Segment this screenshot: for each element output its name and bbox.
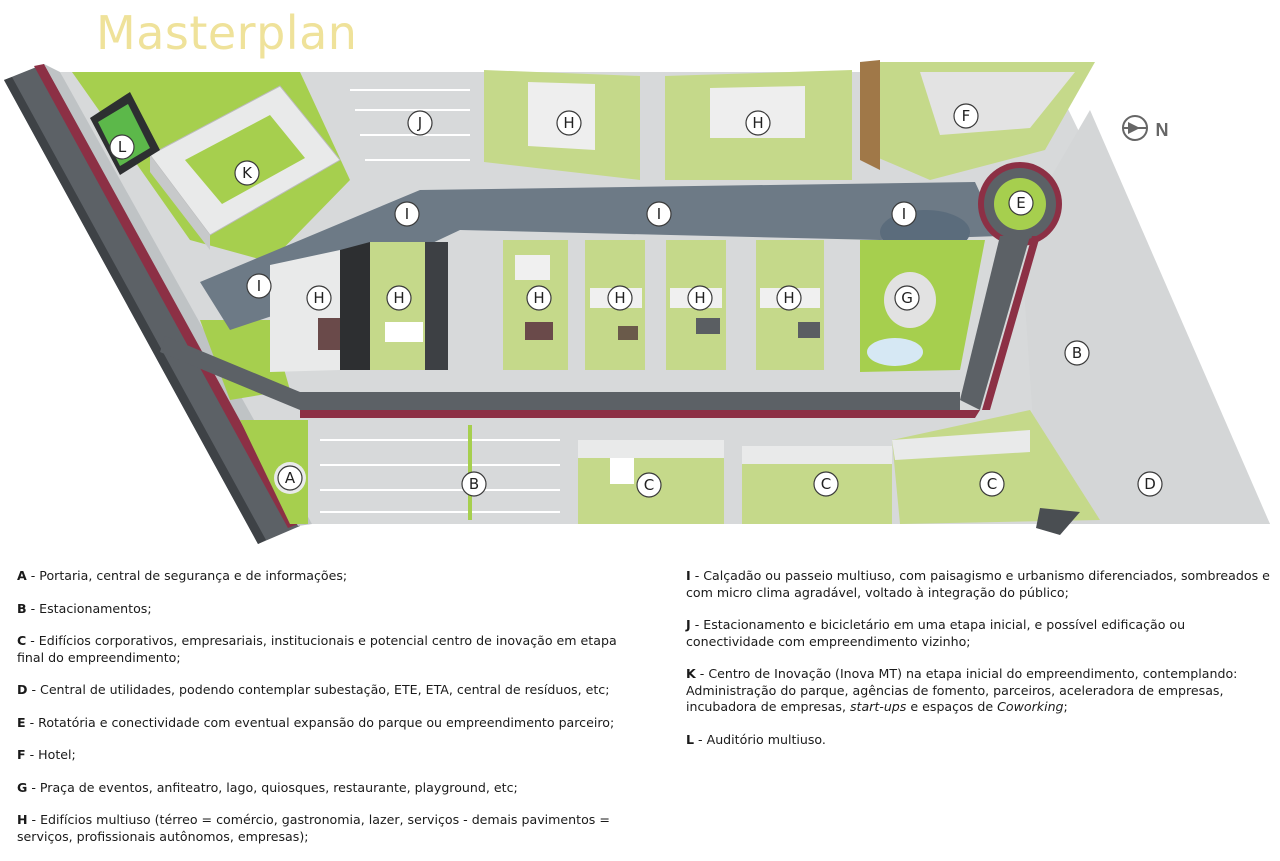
- svg-text:J: J: [417, 114, 423, 132]
- legend-item-a: A - Portaria, central de segurança e de informações;: [17, 568, 348, 583]
- legend-item-i: I - Calçadão ou passeio multiuso, com paisagismo e urbanismo diferenciados, sombreados e com micro clima agradável, voltado à integração do público;: [686, 568, 1270, 600]
- marker-c-2: [814, 472, 838, 496]
- svg-text:H: H: [313, 289, 325, 307]
- marker-h-6: [777, 286, 801, 310]
- north-label: N: [1155, 120, 1169, 140]
- legend-left: [17, 568, 627, 861]
- legend-item-e: E - Rotatória e conectividade com eventual expansão do parque ou empreendimento parceiro;: [17, 714, 615, 730]
- legend-item-f: F - Hotel;: [17, 747, 76, 762]
- marker-h-5: [688, 286, 712, 310]
- svg-text:I: I: [656, 205, 662, 223]
- legend-item-l: L - Auditório multiuso.: [686, 731, 826, 747]
- legend-item-h: H - Edifícios multiuso (térreo = comércio, gastronomia, lazer, serviços - demais pavimentos = serviços, profissionais autônomos, empresas);: [17, 812, 610, 844]
- legend-item-c: C - Edifícios corporativos, empresariais, institucionais e potencial centro de inovação em etapa final do empreendimento;: [17, 633, 617, 665]
- svg-text:C: C: [986, 475, 998, 493]
- svg-text:H: H: [614, 289, 626, 307]
- marker-l: [110, 135, 134, 159]
- svg-text:H: H: [393, 289, 405, 307]
- marker-c-1: [637, 473, 661, 497]
- svg-text:L: L: [117, 138, 127, 156]
- marker-a: [278, 466, 302, 490]
- svg-text:C: C: [820, 475, 832, 493]
- marker-i-4: [247, 274, 271, 298]
- masterplan-map: [0, 55, 1280, 555]
- marker-g: [895, 286, 919, 310]
- svg-text:B: B: [468, 475, 480, 493]
- legend-item-d: D - Central de utilidades, podendo contemplar subestação, ETE, ETA, central de resíduos, etc;: [17, 682, 610, 697]
- marker-b-east: [1065, 341, 1089, 365]
- svg-text:E: E: [1016, 194, 1026, 212]
- svg-text:A: A: [284, 469, 296, 487]
- marker-h-north-2: [746, 111, 770, 135]
- inner-road: [300, 392, 960, 410]
- svg-text:H: H: [752, 114, 764, 132]
- legend-item-b: B - Estacionamentos;: [17, 600, 152, 616]
- svg-text:H: H: [563, 114, 575, 132]
- marker-e: [1009, 191, 1033, 215]
- legend-item-k: K - Centro de Inovação (Inova MT) na etapa inicial do empreendimento, contemplando: Administração do parque, agências de fomento, parceiros, aceleradora de empresas, incubadora de empresas, start-ups e espaços de Coworking;: [686, 666, 1238, 714]
- marker-b-west: [462, 472, 486, 496]
- marker-h-north-1: [557, 111, 581, 135]
- svg-text:G: G: [901, 289, 913, 307]
- svg-text:I: I: [256, 277, 262, 295]
- marker-i-1: [395, 202, 419, 226]
- marker-h-4: [608, 286, 632, 310]
- marker-f: [954, 104, 978, 128]
- svg-text:H: H: [783, 289, 795, 307]
- svg-text:I: I: [901, 205, 907, 223]
- svg-text:H: H: [533, 289, 545, 307]
- marker-h-1: [307, 286, 331, 310]
- inner-bike-lane: [300, 410, 980, 418]
- building-h-1: [270, 250, 340, 372]
- marker-k: [235, 161, 259, 185]
- svg-text:H: H: [694, 289, 706, 307]
- marker-i-2: [647, 202, 671, 226]
- legend-item-j: J - Estacionamento e bicicletário em uma etapa inicial, e possível edificação ou conectividade com empreendimento vizinho;: [686, 617, 1186, 649]
- marker-h-2: [387, 286, 411, 310]
- legend-right: [686, 568, 1276, 764]
- marker-h-3: [527, 286, 551, 310]
- svg-text:F: F: [961, 107, 971, 125]
- marker-d: [1138, 472, 1162, 496]
- marker-j: [408, 111, 432, 135]
- marker-c-3: [980, 472, 1004, 496]
- page-title: Masterplan: [96, 6, 358, 60]
- svg-text:C: C: [643, 476, 655, 494]
- svg-text:B: B: [1071, 344, 1083, 362]
- svg-text:D: D: [1144, 475, 1156, 493]
- marker-i-3: [892, 202, 916, 226]
- svg-text:I: I: [404, 205, 410, 223]
- svg-text:K: K: [242, 164, 252, 182]
- north-indicator: [1123, 116, 1169, 140]
- legend-item-g: G - Praça de eventos, anfiteatro, lago, quiosques, restaurante, playground, etc;: [17, 779, 518, 795]
